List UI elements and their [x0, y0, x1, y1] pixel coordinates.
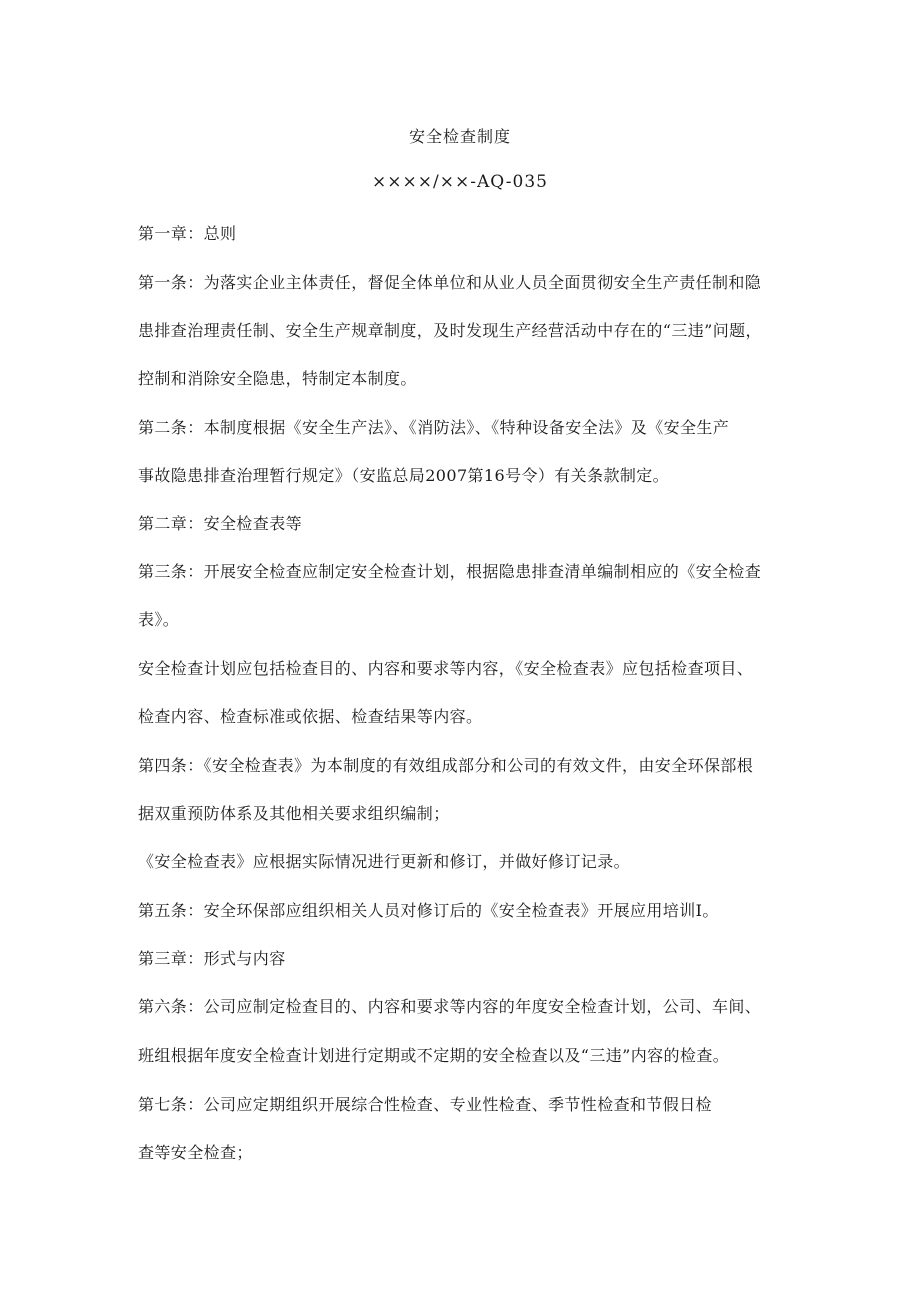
paragraph-line: 第二条：本制度根据《安全生产法》、《消防法》、《特种设备安全法》及《安全生产 [138, 418, 730, 437]
paragraph-line: 第四条：《安全检查表》为本制度的有效组成部分和公司的有效文件，由安全环保部根 [138, 756, 754, 775]
paragraph-line: 安全检查计划应包括检查目的、内容和要求等内容，《安全检查表》应包括检查项目、 [138, 659, 754, 678]
paragraph-line: 检查内容、检查标准或依据、检查结果等内容。 [138, 707, 483, 726]
paragraph-line: 据双重预防体系及其他相关要求组织编制； [138, 804, 450, 823]
paragraph-line: 第一条：为落实企业主体责任，督促全体单位和从业人员全面贯彻安全生产责任制和隐 [138, 273, 762, 292]
paragraph-line: 表》。 [138, 610, 180, 629]
paragraph-line: 第五条：安全环保部应组织相关人员对修订后的《安全检查表》开展应用培训I。 [138, 901, 719, 920]
paragraph-line: 控制和消除安全隐患，特制定本制度。 [138, 369, 417, 388]
document-number: ××××/××-AQ-035 [372, 172, 548, 192]
paragraph-line: 事故隐患排查治理暂行规定》（安监总局2007第16号令）有关条款制定。 [138, 466, 670, 485]
paragraph-line: 《安全检查表》应根据实际情况进行更新和修订，并做好修订记录。 [138, 852, 631, 871]
chapter-heading: 第二章：安全检查表等 [138, 514, 303, 533]
paragraph-line: 班组根据年度安全检查计划进行定期或不定期的安全检查以及“三违”内容的检查。 [138, 1046, 730, 1065]
paragraph-line: 患排查治理责任制、安全生产规章制度，及时发现生产经营活动中存在的“三违”问题， [138, 321, 762, 340]
document-title: 安全检查制度 [408, 127, 511, 146]
paragraph-line: 第六条：公司应制定检查目的、内容和要求等内容的年度安全检查计划，公司、车间、 [138, 997, 762, 1016]
paragraph-line: 查等安全检查； [138, 1143, 253, 1162]
paragraph-line: 第三条：开展安全检查应制定安全检查计划，根据隐患排查清单编制相应的《安全检查 [138, 562, 762, 581]
chapter-heading: 第一章：总则 [138, 224, 237, 243]
paragraph-line: 第七条：公司应定期组织开展综合性检查、专业性检查、季节性检查和节假日检 [138, 1095, 713, 1114]
chapter-heading: 第三章：形式与内容 [138, 949, 286, 968]
